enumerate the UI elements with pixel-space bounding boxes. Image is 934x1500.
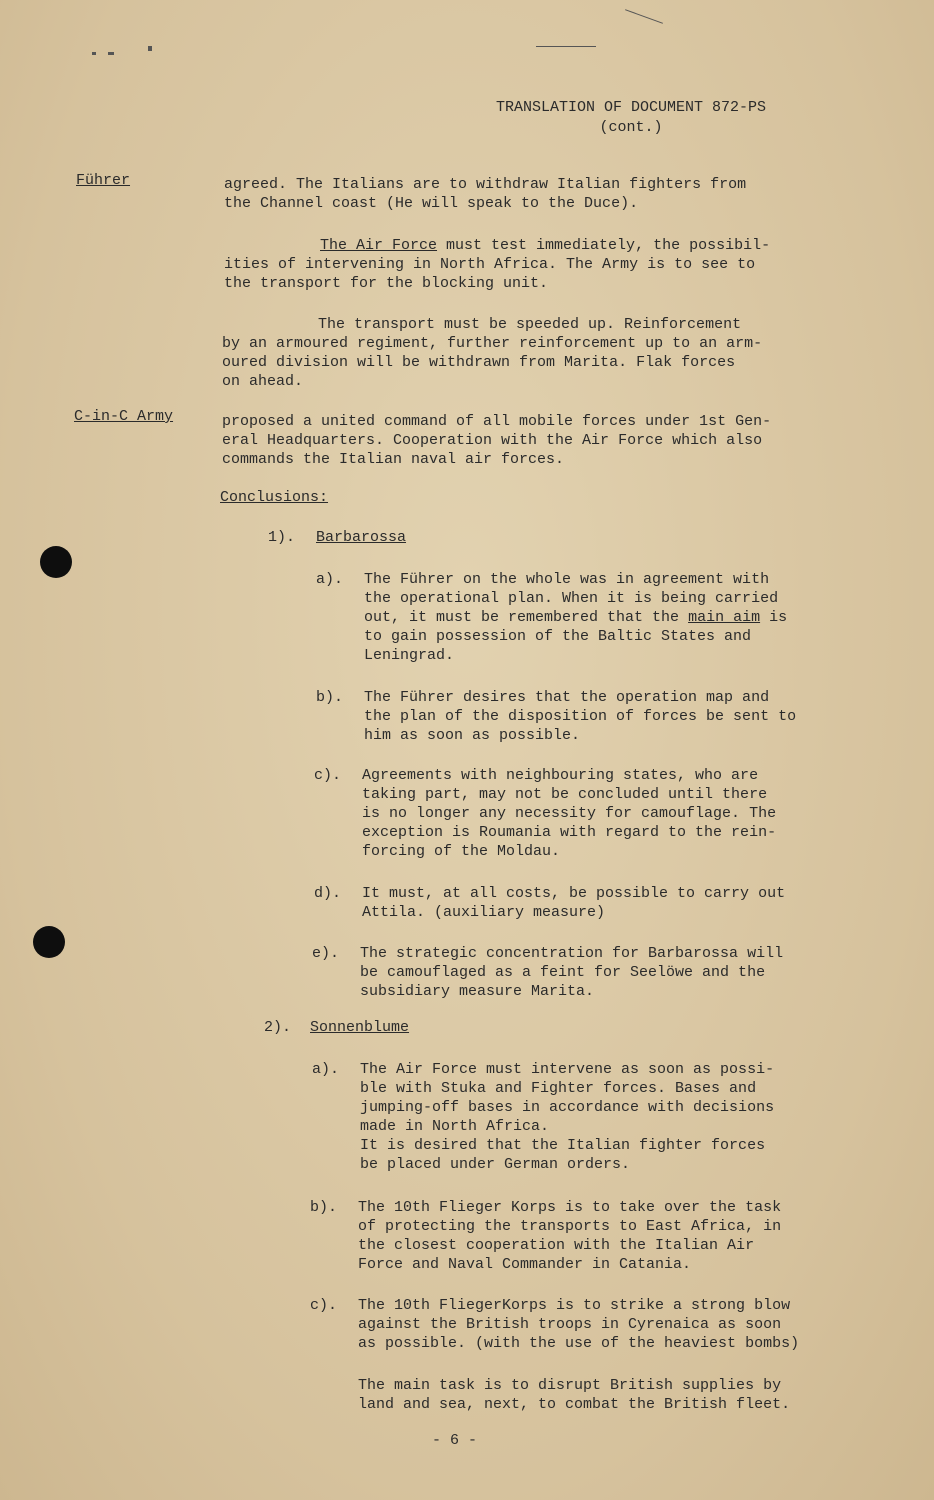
punch-hole	[33, 926, 65, 958]
document-header	[496, 98, 766, 138]
item-2a-label: a).	[312, 1061, 340, 1078]
item-1a-part1: The Führer on the whole was in agreement with the operational plan. When it is being carried out, it must be remembered that the	[364, 571, 779, 626]
item-1c-label: c).	[314, 767, 342, 784]
speaker-cinc-army: C-in-C Army	[74, 408, 174, 425]
item-2c-main-task: The main task is to disrupt British supplies by land and sea, next, to combat the British fleet.	[358, 1377, 791, 1413]
item-2b-text: The 10th Flieger Korps is to take over the task of protecting the transports to East Africa, in the closest cooperation with the Italian Air Force and Naval Commander in Catania.	[358, 1199, 782, 1273]
item-1b-label: b).	[316, 689, 344, 706]
speck-mark	[108, 52, 114, 55]
header-title: TRANSLATION OF DOCUMENT 872-PS	[496, 99, 767, 116]
paragraph-cinc-proposal: proposed a united command of all mobile forces under 1st Gen- eral Headquarters. Cooperation with the Air Force which also commands the Italian naval air forces.	[222, 413, 772, 468]
item-1b-text: The Führer desires that the operation map and the plan of the disposition of forces be sent to him as soon as possible.	[364, 689, 797, 744]
conclusions-heading: Conclusions:	[220, 489, 329, 506]
air-force-text: must test immediately, the possibil- ities of intervening in North Africa. The Army is to see to the transport for the blocking unit.	[224, 237, 771, 292]
section-1-title: Barbarossa	[316, 529, 407, 546]
page-number: - 6 -	[432, 1432, 478, 1449]
item-1a-part2: is to gain possession of the Baltic States and Leningrad.	[364, 609, 788, 664]
item-1c-text: Agreements with neighbouring states, who are taking part, may not be concluded until there is no longer any necessity for camouflage. The exception is Roumania with regard to the rein- forcing of the Moldau.	[362, 767, 777, 860]
header-cont: (cont.)	[599, 119, 663, 136]
item-1a-text	[364, 570, 834, 665]
item-2a-text: The Air Force must intervene as soon as possi- ble with Stuka and Fighter forces. Bases and jumping-off bases in accordance with decisions made in North Africa. It is desired that the Italian fighter forces be placed under German orders.	[360, 1061, 775, 1173]
item-1a-main-aim: main aim	[688, 609, 761, 626]
item-2c-text: The 10th FliegerKorps is to strike a strong blow against the British troops in Cyrenaica as soon as possible. (with the use of the heaviest bombs)	[358, 1297, 800, 1352]
speaker-fuhrer: Führer	[76, 172, 131, 189]
item-1e-text: The strategic concentration for Barbarossa will be camouflaged as a feint for Seelöwe and the subsidiary measure Marita.	[360, 945, 784, 1000]
item-2c-label: c).	[310, 1297, 338, 1314]
stray-line-mark	[536, 46, 596, 47]
section-2-title: Sonnenblume	[310, 1019, 410, 1036]
paragraph-fuhrer-agreed: agreed. The Italians are to withdraw Italian fighters from the Channel coast (He will speak to the Duce).	[224, 176, 747, 212]
item-1e-label: e).	[312, 945, 340, 962]
paragraph-transport: The transport must be speeded up. Reinforcement by an armoured regiment, further reinforcement up to an arm- oured division will be withdrawn from Marita. Flak forces on ahead.	[222, 316, 763, 390]
section-1-number: 1).	[268, 529, 296, 546]
punch-hole	[40, 546, 72, 578]
item-1d-label: d).	[314, 885, 342, 902]
section-2-number: 2).	[264, 1019, 292, 1036]
item-2b-label: b).	[310, 1199, 338, 1216]
item-1d-text: It must, at all costs, be possible to carry out Attila. (auxiliary measure)	[362, 885, 786, 921]
air-force-underlined: The Air Force	[320, 237, 438, 254]
stray-line-mark	[625, 9, 663, 24]
paragraph-air-force	[224, 236, 824, 293]
item-1a-label: a).	[316, 571, 344, 588]
speck-mark	[148, 46, 152, 51]
speck-mark	[92, 52, 96, 55]
